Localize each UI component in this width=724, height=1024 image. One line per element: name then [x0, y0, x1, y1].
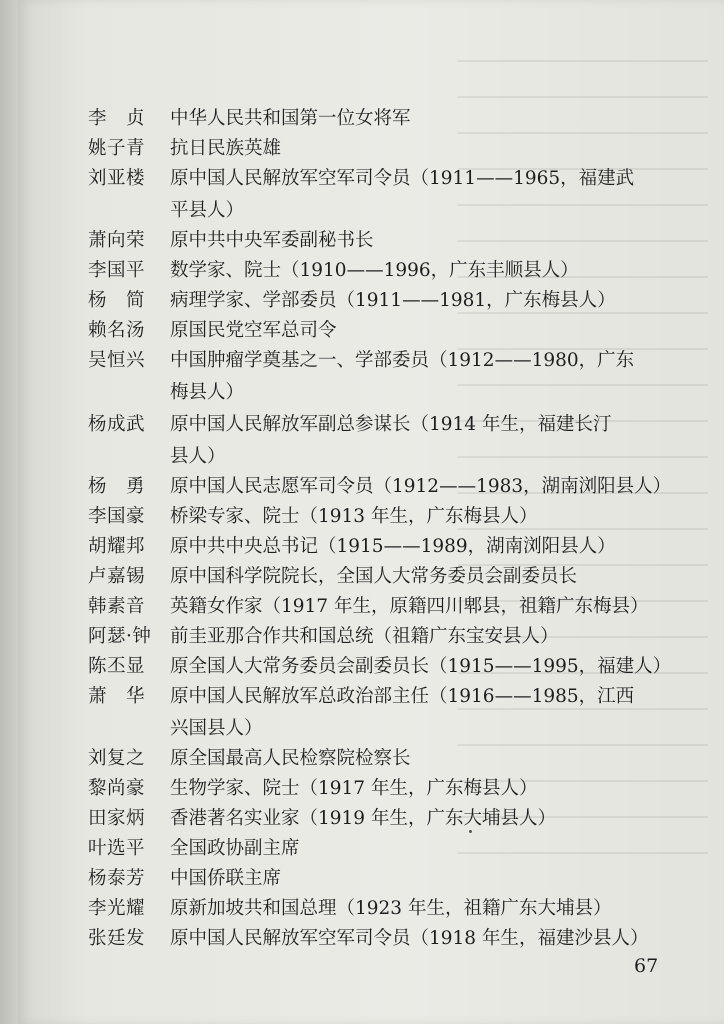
entry-description-continued: 县人）: [170, 446, 226, 467]
entry-description: 原新加坡共和国总理（1923 年生，祖籍广东大埔县）: [170, 898, 612, 919]
entry-name: 杨 简: [88, 290, 146, 311]
entry-description: 原中国科学院院长，全国人大常务委员会副委员长: [170, 566, 578, 587]
entry-description: 桥梁专家、院士（1913 年生，广东梅县人）: [170, 506, 538, 527]
entry-name: 张廷发: [88, 928, 146, 949]
entry-name: 萧向荣: [88, 230, 146, 251]
entry-name: 李光耀: [88, 898, 146, 919]
entry-name: 刘亚楼: [88, 168, 146, 189]
entry-name: 胡耀邦: [88, 536, 146, 557]
entry-name: 李国豪: [88, 506, 146, 527]
entry-description: 生物学家、院士（1917 年生，广东梅县人）: [170, 778, 538, 799]
entry-description: 原中国人民解放军总政治部主任（1916——1985，江西: [170, 686, 635, 707]
entry-description: 原中国人民志愿军司令员（1912——1983，湖南浏阳县人）: [170, 476, 672, 497]
entry-description: 中华人民共和国第一位女将军: [170, 108, 411, 129]
entry-name: 姚子青: [88, 138, 146, 159]
entry-name: 萧 华: [88, 686, 146, 707]
entry-description: 中国侨联主席: [170, 868, 282, 889]
entry-description: 原全国最高人民检察院检察长: [170, 748, 411, 769]
entry-description: 病理学家、学部委员（1911——1981，广东梅县人）: [170, 290, 616, 311]
entry-description-continued: 兴国县人）: [170, 718, 263, 739]
entry-name: 叶选平: [88, 838, 146, 859]
entry-name: 李 贞: [88, 108, 146, 129]
entry-description: 原中国人民解放军副总参谋长（1914 年生，福建长汀: [170, 414, 612, 435]
entry-description: 前圭亚那合作共和国总统（祖籍广东宝安县人）: [170, 626, 559, 647]
entry-name: 杨泰芳: [88, 868, 146, 889]
entry-name: 赖名汤: [88, 320, 146, 341]
entry-description: 原国民党空军总司令: [170, 320, 337, 341]
entry-name: 杨成武: [88, 414, 146, 435]
entry-description: 数学家、院士（1910——1996，广东丰顺县人）: [170, 260, 579, 281]
entry-name: 吴恒兴: [88, 350, 146, 371]
page-number: 67: [634, 955, 659, 977]
entry-description: 原中共中央军委副秘书长: [170, 230, 374, 251]
entry-name: 杨 勇: [88, 476, 146, 497]
entry-description-continued: 平县人）: [170, 200, 245, 221]
ink-speck: [469, 830, 472, 833]
entry-name: 阿瑟·钟: [88, 626, 152, 647]
entry-description: 抗日民族英雄: [170, 138, 282, 159]
entry-description: 原中国人民解放军空军司令员（1911——1965，福建武: [170, 168, 635, 189]
entry-description: 原中国人民解放军空军司令员（1918 年生，福建沙县人）: [170, 928, 649, 949]
entry-description: 原中共中央总书记（1915——1989，湖南浏阳县人）: [170, 536, 616, 557]
entry-name: 李国平: [88, 260, 146, 281]
entry-name: 陈丕显: [88, 656, 146, 677]
entry-description: 香港著名实业家（1919 年生，广东大埔县人）: [170, 808, 556, 829]
entry-name: 黎尚豪: [88, 778, 146, 799]
entry-description: 英籍女作家（1917 年生，原籍四川郫县，祖籍广东梅县）: [170, 596, 649, 617]
entry-name: 韩素音: [88, 596, 146, 617]
entry-name: 卢嘉锡: [88, 566, 146, 587]
entry-description: 中国肿瘤学奠基之一、学部委员（1912——1980，广东: [170, 350, 635, 371]
entry-description: 全国政协副主席: [170, 838, 300, 859]
entry-name: 刘复之: [88, 748, 146, 769]
entry-description: 原全国人大常务委员会副委员长（1915——1995，福建人）: [170, 656, 672, 677]
entry-name: 田家炳: [88, 808, 146, 829]
entry-description-continued: 梅县人）: [170, 382, 245, 403]
